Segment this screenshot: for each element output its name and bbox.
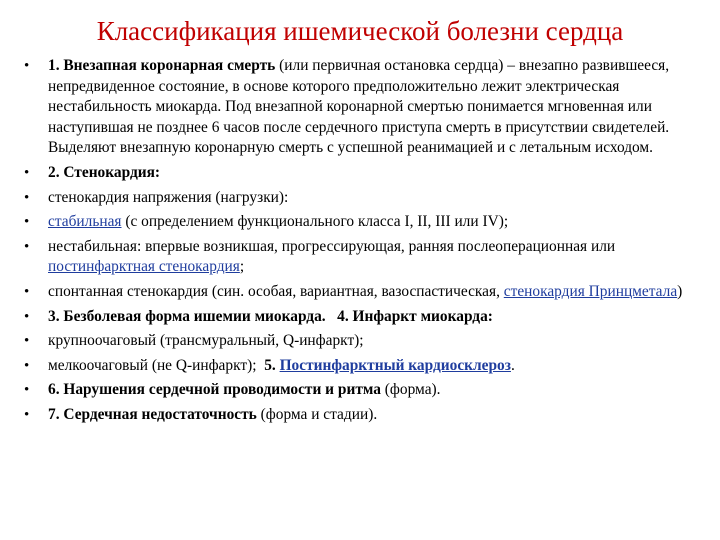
list-item-large-focal [24,331,694,352]
bullet-icon: • [24,58,30,74]
link-prinzmetal-angina[interactable]: стенокардия Принцметала [503,282,678,300]
list-item-spontaneous-angina [24,282,694,303]
item-heading: 6. Нарушения сердечной проводимости и ритма [48,381,381,399]
bullet-icon: • [24,357,30,374]
item-text: (форма). [380,381,441,399]
bullet-icon: • [24,283,30,300]
item-text: спонтанная стенокардия (син. особая, вариантная, вазоспастическая, [48,282,504,300]
item-heading: 7. Сердечная недостаточность [48,405,257,423]
bullet-icon: • [24,189,30,206]
list-item-stable-angina [24,212,694,233]
item-heading: 1. Внезапная коронарная смерть [48,57,276,74]
item-text: мелкоочаговый (не Q-инфаркт); [48,356,265,374]
bullet-icon: • [24,164,30,181]
item-text: нестабильная: впервые возникшая, прогрессирующая, ранняя послеоперационная или [48,237,616,255]
bullet-icon: • [24,406,30,423]
item-heading: 3. Безболевая форма ишемии миокарда. 4. Инфаркт миокарда: [48,307,493,325]
slide-title: Классификация ишемической болезни сердца [96,16,624,46]
item-text-after: ) [677,282,683,300]
list-item-conduction-disorders [24,380,694,401]
link-postinfarction-cardiosclerosis[interactable]: Постинфарктный кардиосклероз [279,356,511,374]
bullet-icon: • [24,238,30,255]
list-item-angina [24,163,694,184]
list-item-unstable-angina [24,237,694,278]
list-item-silent-ischemia [24,307,694,328]
link-postinfarction-angina[interactable]: постинфарктная стенокардия [48,258,240,276]
link-stable-angina[interactable]: стабильная [48,213,122,231]
list-item-small-focal [24,356,694,377]
item-text: (форма и стадии). [256,405,378,423]
item-heading: 5. [264,356,280,374]
bullet-icon: • [24,333,30,350]
list-item-sudden-death [24,56,694,159]
list-item-heart-failure [24,405,694,426]
item-text: стенокардия напряжения (нагрузки): [48,188,289,206]
bullet-icon: • [24,308,30,325]
item-text-after: . [510,356,515,374]
bullet-icon: • [24,214,30,231]
item-text: (с определением функционального класса I, II, III или IV); [121,213,509,231]
item-text-after: ; [239,258,245,276]
item-text: (или первичная остановка сердца) – внезапно развившееся, непредвиденное состояние, в основе которого предположительно лежит электрическая нестабильность миокарда. Под внезапной коронарной смертью понимается мгновенная или наступившая не позднее 6 часов после сердечного приступа смерть в присутствии свидетелей. Выделяют внезапную коронарную смерть с успешной реанимацией и с летальным исходом. [48,57,670,157]
list-item-exertional-angina [24,188,694,209]
item-heading: 2. Стенокардия: [48,163,161,181]
item-text: крупноочаговый (трансмуральный, Q-инфаркт); [48,332,364,350]
bullet-icon: • [24,382,30,399]
classification-list [24,56,694,430]
